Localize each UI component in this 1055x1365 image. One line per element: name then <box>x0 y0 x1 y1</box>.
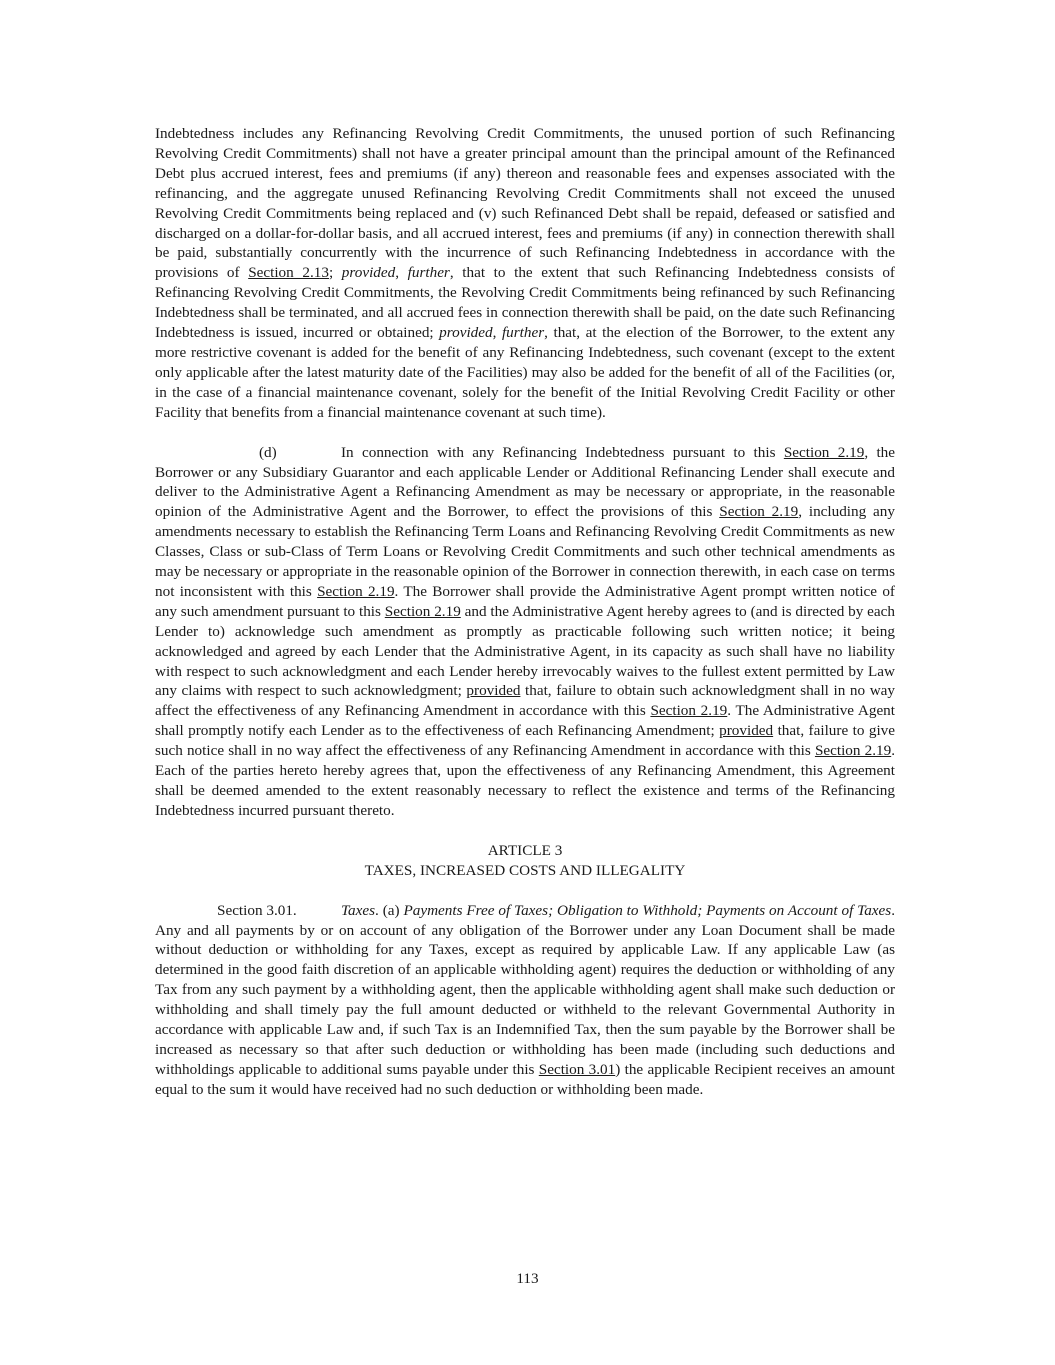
paragraph-spacer <box>155 423 895 443</box>
page-number: 113 <box>516 1270 539 1287</box>
cross-reference: Section 3.01 <box>538 1060 616 1078</box>
cross-reference: Section 2.19 <box>719 503 799 521</box>
defined-term: provided <box>341 264 396 282</box>
cross-reference: Section 2.13 <box>248 264 329 282</box>
defined-term: further <box>501 324 545 342</box>
text-run: , that to the extent that such Refinancing Indebtedness consists of Refinancing Revolving Credit Commitments, the Revolving Credit Commitments being refinanced by such Refinancing Indebtedness shall be terminated, and all accrued fees in connection therewith shall be paid, on the date such Refinancing Indebtedness is issued, incurred or obtained; <box>155 264 895 342</box>
cross-reference: Section 2.19 <box>384 602 461 620</box>
text-run: In connection with any Refinancing Indebtedness pursuant to this <box>341 443 784 461</box>
text-run: , <box>395 264 408 282</box>
underlined-term: provided <box>466 682 521 700</box>
paragraph-spacer <box>155 881 895 901</box>
text-run: . (a) <box>375 901 404 919</box>
cross-reference: Section 2.19 <box>814 742 892 760</box>
text-run: , the Borrower or any Subsidiary Guarantor and each applicable Lender or Additional Refinancing Lender shall execute and deliver to the Administrative Agent a Refinancing Amendment as may be necessary or appropriate, in the reasonable opinion of the Administrative Agent and the Borrower, to effect the provisions of this <box>155 443 896 521</box>
text-run: , that, at the election of the Borrower, to the extent any more restrictive covenant is added for the benefit of any Refinancing Indebtedness, such covenant (except to the extent only applicable after the latest maturity date of the Facilities) may also be added for the benefit of all of the Facilities (or, in the case of a financial maintenance covenant, solely for the benefit of the Initial Revolving Credit Facility or other Facility that benefits from a financial maintenance covenant at such time). <box>155 324 896 421</box>
paragraph-spacer <box>155 821 895 841</box>
text-run: , <box>492 324 502 342</box>
document-page <box>155 124 895 1100</box>
article-number: ARTICLE 3 <box>487 841 563 859</box>
text-run: ) the applicable Recipient receives an amount equal to the sum it would have received had no such deduction or withholding been made. <box>155 1060 895 1098</box>
section-3-01 <box>155 901 895 1100</box>
cross-reference: Section 2.19 <box>783 443 865 461</box>
subsection-heading: Payments Free of Taxes; Obligation to Withhold; Payments on Account of Taxes <box>403 901 892 919</box>
text-run: . The Borrower shall provide the Administrative Agent prompt written notice of any such amendment pursuant to this <box>155 582 895 620</box>
text-run: that, failure to obtain such acknowledgment shall in no way affect the effectiveness of any Refinancing Amendment in accordance with this <box>155 682 895 720</box>
text-run: . The Administrative Agent shall promptly notify each Lender as to the effectiveness of each Refinancing Amendment; <box>155 702 895 740</box>
paragraph-label: (d) <box>259 443 277 461</box>
text-run: Indebtedness includes any Refinancing Revolving Credit Commitments, the unused portion of such Refinancing Revolving Credit Commitments) shall not have a greater principal amount than the principal amount of the Refinanced Debt plus accrued interest, fees and premiums (if any) thereon and reasonable fees and expenses associated with the refinancing, and the aggregate unused Refinancing Revolving Credit Commitments shall not exceed the unused Revolving Credit Commitments being replaced and (v) such Refinanced Debt shall be repaid, defeased or satisfied and discharged on a dollar-for-dollar basis, and all accrued interest, fees and premiums (if any) in connection therewith shall be paid, substantially concurrently with the incurrence of such Refinancing Indebtedness in accordance with the provisions of <box>155 125 895 282</box>
text-run: . Each of the parties hereto hereby agrees that, upon the effectiveness of any Refinancing Amendment, this Agreement shall be deemed amended to the extent reasonably necessary to reflect the existence and terms of the Refinancing Indebtedness incurred pursuant thereto. <box>155 742 895 819</box>
section-label: Section 3.01. <box>217 901 297 919</box>
text-run: that, failure to give such notice shall in no way affect the effectiveness of any Refinancing Amendment in accordance with this <box>155 722 895 760</box>
text-run: . Any and all payments by or on account of any obligation of the Borrower under any Loan Document shall be made without deduction or withholding for any Taxes, except as required by applicable Law. If any applicable Law (as determined in the good faith discretion of an applicable withholding agent) requires the deduction or withholding of any Tax from any such payment by a withholding agent, then the applicable withholding agent shall make such deduction or withholding and shall timely pay the full amount deducted or withheld to the relevant Governmental Authority in accordance with applicable Law and, if such Tax is an Indemnified Tax, then the sum payable by the Borrower shall be increased as necessary so that after such deduction or withholding has been made (including such deductions and withholdings applicable to additional sums payable under this <box>155 901 895 1078</box>
paragraph-d <box>155 443 895 821</box>
cross-reference: Section 2.19 <box>317 582 395 600</box>
paragraph-c-continuation <box>155 124 895 423</box>
text-run: and the Administrative Agent hereby agrees to (and is directed by each Lender to) acknowledge such amendment as promptly as practicable following such written notice; it being acknowledged and agreed by each Lender that the Administrative Agent, in its capacity as such shall have no liability with respect to such acknowledgment and each Lender hereby irrevocably waives to the fullest extent permitted by Law any claims with respect to such acknowledgment; <box>155 602 895 700</box>
text-run: ; <box>328 264 342 282</box>
cross-reference: Section 2.19 <box>650 702 728 720</box>
underlined-term: provided <box>719 722 774 740</box>
defined-term: provided <box>439 324 493 342</box>
section-heading: Taxes <box>341 901 376 919</box>
defined-term: further <box>407 264 450 282</box>
text-run: , including any amendments necessary to establish the Refinancing Term Loans and Refinancing Revolving Credit Commitments as new Classes, Class or sub-Class of Term Loans or Revolving Credit Commitments and such other technical amendments as may be necessary or appropriate in the reasonable opinion of the Borrower in connection therewith, in each case on terms not inconsistent with this <box>155 503 895 600</box>
article-title: TAXES, INCREASED COSTS AND ILLEGALITY <box>364 861 686 879</box>
